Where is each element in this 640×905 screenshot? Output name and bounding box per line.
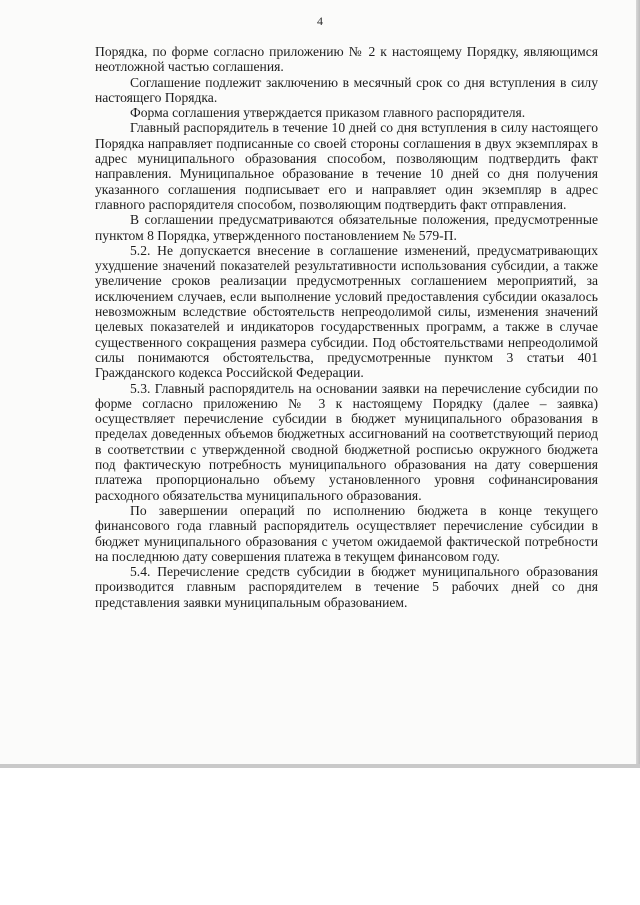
page-bottom-edge [0, 764, 640, 768]
paragraph-agreement-term: Соглашение подлежит заключению в месячный срок со дня вступления в силу настоящего Порядка. [95, 74, 598, 105]
paragraph-agreement-form: Форма соглашения утверждается приказом главного распорядителя. [130, 105, 526, 121]
paragraph-year-end-transfer: По завершении операций по исполнению бюджета в конце текущего финансового года главный распорядитель осуществляет перечисление субсидии в бюджет муниципального образования с учетом ожидаемой фактической потребности на последнюю дату совершения платежа в текущем финансовом году. [95, 502, 598, 564]
paragraph-5-3: 5.3. Главный распорядитель на основании заявки на перечисление субсидии по форме согласно приложению № 3 к настоящему Порядку (далее – заявка) осуществляет перечисление субсидии в бюджет муниципального образования в пределах доведенных объемов бюджетных ассигнований на соответствующий период в соответствии с утвержденной сводной бюджетной росписью окружного бюджета под фактическую потребность муниципального образования на дату совершения платежа пропорционально объему установленного уровня софинансирования расходного обязательства муниципального образования. [95, 380, 598, 503]
paragraph-5-4: 5.4. Перечисление средств субсидии в бюджет муниципального образования производится главным распорядителем в течение 5 рабочих дней со дня представления заявки муниципальным образованием. [95, 564, 598, 610]
page-edge-shadow [636, 0, 640, 764]
document-body [95, 44, 598, 610]
page-number: 4 [317, 14, 323, 28]
paragraph-agreement-procedure: Главный распорядитель в течение 10 дней со дня вступления в силу настоящего Порядка направляет подписанные со своей стороны соглашения в двух экземплярах в адрес муниципального образования способом, позволяющим подтвердить факт направления. Муниципальное образование в течение 10 дней со дня получения указанного соглашения подписывает его и направляет один экземпляр в адрес главного распорядителя способом, позволяющим подтвердить факт отправления. [95, 120, 598, 212]
paragraph-continuation: Порядка, по форме согласно приложению № 2 к настоящему Порядку, являющимся неотложной частью соглашения. [95, 44, 598, 75]
paragraph-5-2: 5.2. Не допускается внесение в соглашение изменений, предусматривающих ухудшение значений показателей результативности использования субсидии, а также увеличение сроков реализации предусмотренных соглашением мероприятий, за исключением случаев, если выполнение условий предоставления субсидии оказалось невозможным вследствие обстоятельств непреодолимой силы, изменения значений целевых показателей и индикаторов государственных программ, а также в случае существенного сокращения размера субсидии. Под обстоятельствами непреодолимой силы понимаются обстоятельства, предусмотренные пунктом 3 статьи 401 Гражданского кодекса Российской Федерации. [95, 242, 598, 381]
paragraph-mandatory-provisions: В соглашении предусматриваются обязательные положения, предусмотренные пунктом 8 Порядка, утвержденного постановлением № 579-П. [95, 212, 598, 243]
